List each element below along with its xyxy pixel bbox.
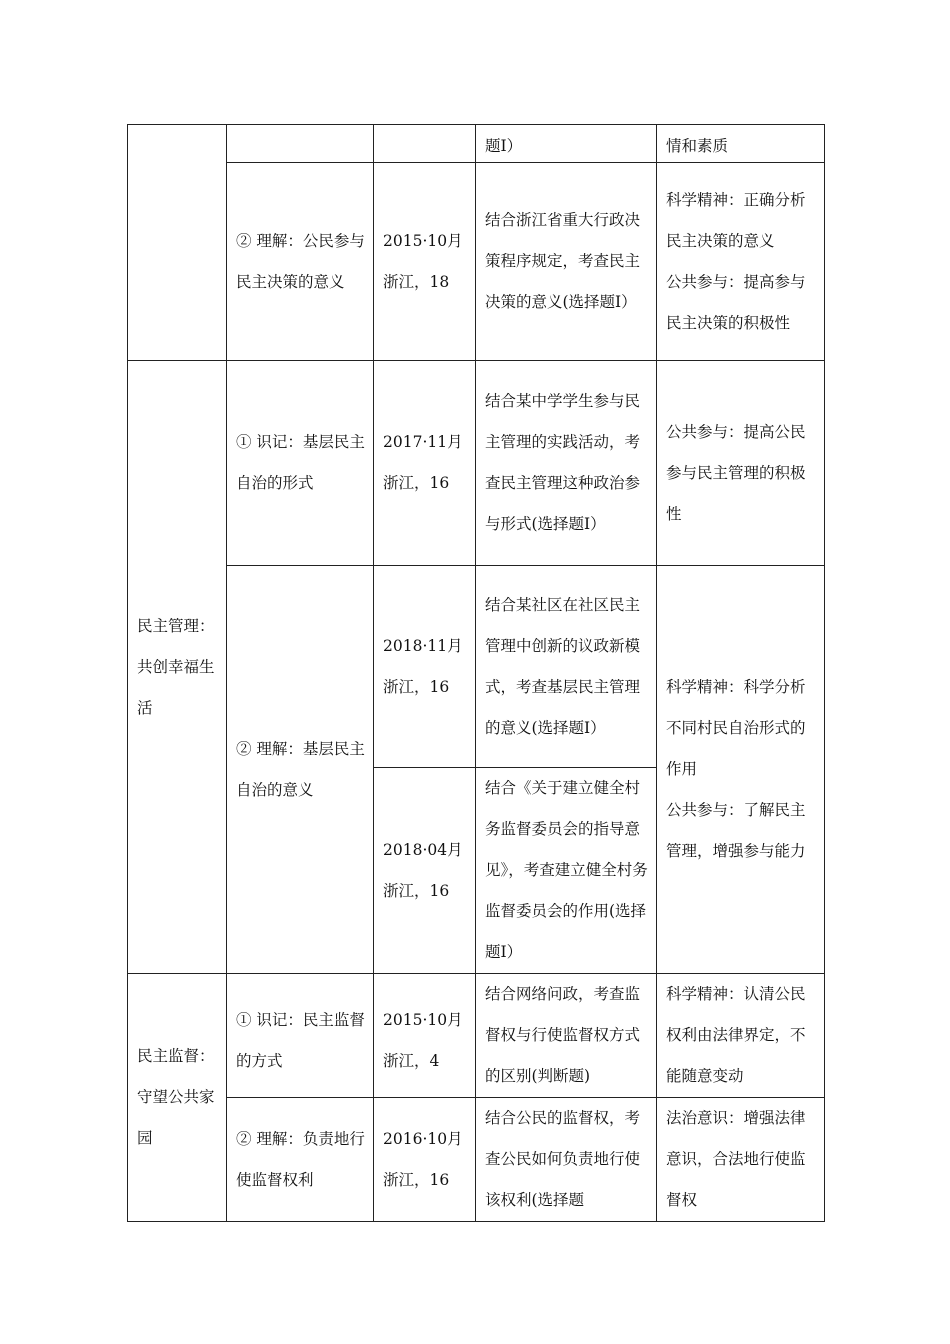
point-cell: [227, 125, 374, 163]
point-cell: ① 识记：基层民主自治的形式: [227, 361, 374, 566]
topic-cell: 民主管理：共创幸福生活: [128, 361, 227, 974]
literacy-cell: 法治意识：增强法律意识，合法地行使监督权: [657, 1098, 825, 1222]
source-cell: [374, 125, 476, 163]
literacy-cell: 情和素质: [657, 125, 825, 163]
desc-cell: 结合某社区在社区民主管理中创新的议政新模式，考查基层民主管理的意义(选择题Ⅰ）: [476, 566, 657, 768]
desc-cell: 结合《关于建立健全村务监督委员会的指导意见》，考查建立健全村务监督委员会的作用(选择题Ⅰ）: [476, 768, 657, 974]
source-cell: 2016·10月浙江，16: [374, 1098, 476, 1222]
literacy-cell: 科学精神：科学分析不同村民自治形式的作用 公共参与：了解民主管理，增强参与能力: [657, 566, 825, 974]
point-cell: ② 理解：基层民主自治的意义: [227, 566, 374, 974]
exam-topic-table: [127, 124, 825, 1222]
source-cell: 2018·11月浙江，16: [374, 566, 476, 768]
point-cell: ② 理解：公民参与民主决策的意义: [227, 163, 374, 361]
source-cell: 2015·10月浙江，18: [374, 163, 476, 361]
desc-cell: 结合公民的监督权，考查公民如何负责地行使该权利(选择题: [476, 1098, 657, 1222]
table-row: [128, 125, 825, 163]
topic-cell: [128, 125, 227, 361]
literacy-cell: 公共参与：提高公民参与民主管理的积极性: [657, 361, 825, 566]
point-cell: ① 识记：民主监督的方式: [227, 974, 374, 1098]
topic-cell: 民主监督：守望公共家园: [128, 974, 227, 1222]
desc-cell: 题Ⅰ）: [476, 125, 657, 163]
literacy-cell: 科学精神：认清公民权利由法律界定，不能随意变动: [657, 974, 825, 1098]
point-cell: ② 理解：负责地行使监督权利: [227, 1098, 374, 1222]
desc-cell: 结合某中学学生参与民主管理的实践活动，考查民主管理这种政治参与形式(选择题Ⅰ）: [476, 361, 657, 566]
source-cell: 2017·11月浙江，16: [374, 361, 476, 566]
source-cell: 2018·04月浙江，16: [374, 768, 476, 974]
table-row: [128, 566, 825, 768]
source-cell: 2015·10月浙江，4: [374, 974, 476, 1098]
table-row: [128, 974, 825, 1098]
table-row: [128, 163, 825, 361]
desc-cell: 结合浙江省重大行政决策程序规定，考查民主决策的意义(选择题Ⅰ）: [476, 163, 657, 361]
desc-cell: 结合网络问政，考查监督权与行使监督权方式的区别(判断题): [476, 974, 657, 1098]
literacy-cell: 科学精神：正确分析民主决策的意义 公共参与：提高参与民主决策的积极性: [657, 163, 825, 361]
table-row: [128, 361, 825, 566]
table-row: [128, 1098, 825, 1222]
